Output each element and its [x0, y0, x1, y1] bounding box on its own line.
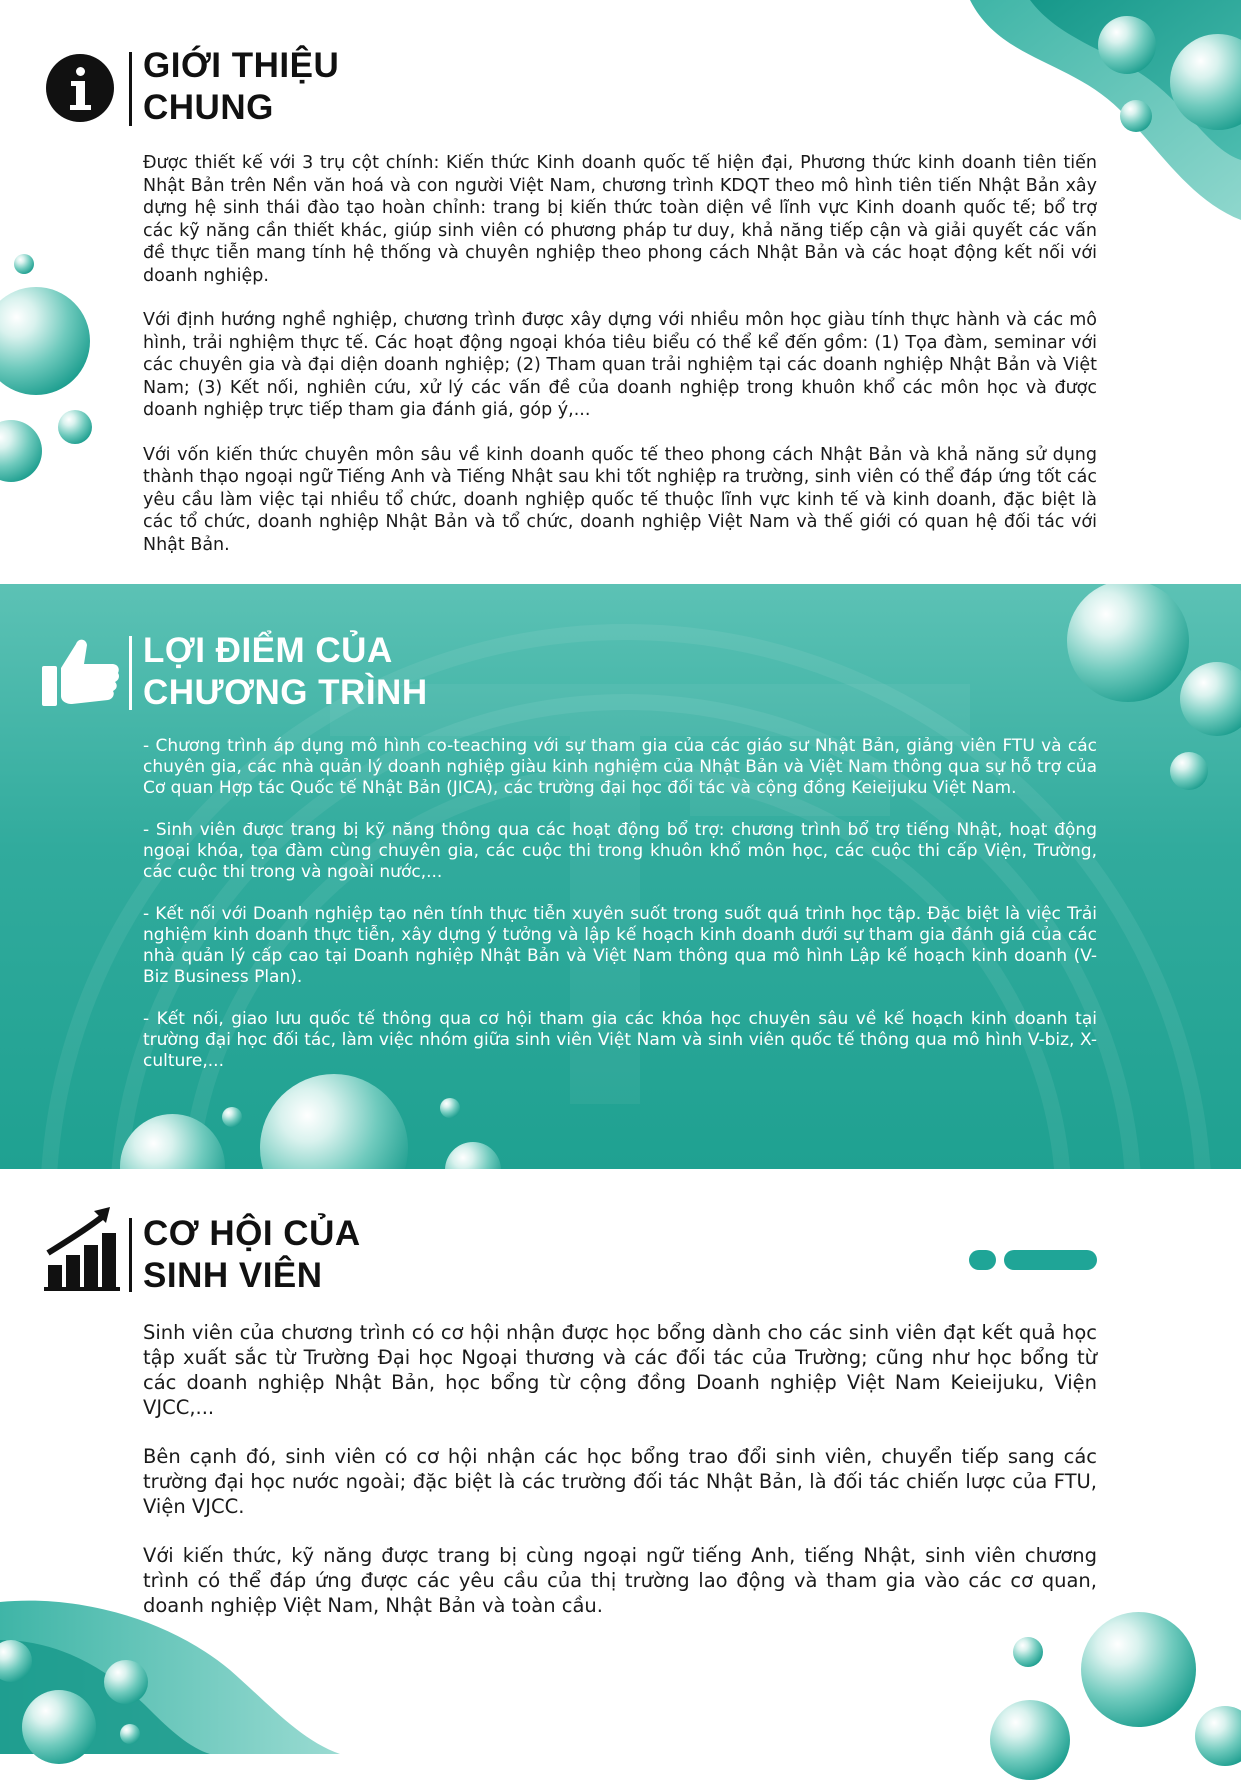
bubble-decoration — [14, 254, 34, 274]
section-title-line: CHUNG — [143, 88, 274, 127]
paragraph: Sinh viên của chương trình có cơ hội nhận được học bổng dành cho các sinh viên đạt kết quả học tập xuất sắc từ Trường Đại học Ngoại thương và các đối tác của Trường; cũng như học bổng từ các doanh nghiệp Nhật Bản, học bổng từ cộng đồng Doanh nghiệp Việt Nam Keieijuku, Viện VJCC,... — [143, 1321, 1097, 1419]
bubble-decoration — [58, 410, 92, 444]
bubble-decoration — [22, 1690, 96, 1764]
bubble-decoration — [1195, 1706, 1241, 1766]
paragraph: - Sinh viên được trang bị kỹ năng thông qua các hoạt động bổ trợ: chương trình bổ trợ tiếng Nhật, hoạt động ngoại khóa, tọa đàm cùng chuyên gia, các cuộc thi trong khuôn khổ môn học, các cuộc thi cấp Viện, Trường, các cuộc thi trong và ngoài nước,... — [143, 820, 1097, 882]
bubble-decoration — [440, 1098, 460, 1118]
bubble-decoration — [0, 287, 90, 395]
bubble-decoration — [1180, 662, 1241, 736]
intro-body — [143, 152, 1097, 578]
title-divider — [129, 1218, 132, 1292]
bubble-decoration — [1081, 1612, 1196, 1727]
growth-chart-icon — [44, 1205, 120, 1291]
section-title-line: GIỚI THIỆU — [143, 46, 340, 85]
paragraph: - Kết nối, giao lưu quốc tế thông qua cơ hội tham gia các khóa học chuyên sâu về kế hoạch kinh doanh tại trường đại học đối tác, làm việc nhóm giữa sinh viên Việt Nam và sinh viên quốc tế thông qua mô hình V-biz, X-culture,... — [143, 1009, 1097, 1071]
bubble-decoration — [1013, 1637, 1043, 1667]
section-title-line: CƠ HỘI CỦA — [143, 1214, 361, 1253]
paragraph: - Chương trình áp dụng mô hình co-teaching với sự tham gia của các giáo sư Nhật Bản, giảng viên FTU và các chuyên gia, các nhà quản lý doanh nghiệp giàu kinh nghiệm của Nhật Bản và Việt Nam thông qua sự hỗ trợ của Cơ quan Hợp tác Quốc tế Nhật Bản (JICA), các trường đại học đối tác và cộng đồng Keieijuku Việt Nam. — [143, 736, 1097, 798]
paragraph: Được thiết kế với 3 trụ cột chính: Kiến thức Kinh doanh quốc tế hiện đại, Phương thức kinh doanh tiên tiến Nhật Bản trên Nền văn hoá và con người Việt Nam, chương trình KDQT theo mô hình tiên tiến Nhật Bản xây dựng hệ sinh thái đào tạo hoàn chỉnh: trang bị kiến thức toàn diện về lĩnh vực Kinh doanh quốc tế; bổ trợ các kỹ năng cần thiết khác, giúp sinh viên có phương pháp tư duy, khả năng tiếp cận và giải quyết các vấn đề thực tiễn mang tính hệ thống và chuyên nghiệp theo phong cách Nhật Bản và các hoạt động kết nối với doanh nghiệp. — [143, 153, 1097, 286]
info-icon — [46, 54, 114, 122]
paragraph: Bên cạnh đó, sinh viên có cơ hội nhận các học bổng trao đổi sinh viên, chuyển tiếp sang các trường đại học nước ngoài; đặc biệt là các trường đối tác Nhật Bản, là đối tác chiến lược của FTU, Viện VJCC. — [143, 1445, 1097, 1518]
bubble-decoration — [222, 1107, 242, 1127]
bubble-decoration — [0, 420, 42, 482]
section-title-opportunities — [143, 1213, 361, 1297]
section-title-intro — [143, 45, 339, 129]
section-title-line: CHƯƠNG TRÌNH — [143, 673, 428, 712]
title-divider — [129, 52, 132, 126]
paragraph: - Kết nối với Doanh nghiệp tạo nên tính thực tiễn xuyên suốt trong suốt quá trình học tập. Đặc biệt là việc Trải nghiệm kinh doanh thực tiễn, xây dựng ý tưởng và lập kế hoạch kinh doanh dưới sự tham gia đánh giá của các nhà quản lý cấp cao tại Doanh nghiệp Nhật Bản và Việt Nam thông qua mô hình Lập kế hoạch kinh doanh (V-Biz Business Plan). — [143, 904, 1097, 987]
section-title-line: LỢI ĐIỂM CỦA — [143, 631, 393, 670]
bubble-decoration — [1170, 752, 1208, 790]
bubble-decoration — [1067, 584, 1189, 702]
bubble-decoration — [990, 1700, 1070, 1780]
benefits-body — [143, 736, 1097, 1093]
paragraph: Với kiến thức, kỹ năng được trang bị cùng ngoại ngữ tiếng Anh, tiếng Nhật, sinh viên chương trình có thể đáp ứng được các yêu cầu của thị trường lao động và tham gia vào các cơ quan, doanh nghiệp Việt Nam, Nhật Bản và toàn cầu. — [143, 1544, 1097, 1617]
opportunities-body — [143, 1320, 1097, 1642]
bubble-decoration — [1120, 100, 1152, 132]
title-divider — [129, 636, 132, 710]
paragraph: Với định hướng nghề nghiệp, chương trình được xây dựng với nhiều môn học giàu tính thực hành và các mô hình, trải nghiệm thực tế. Các hoạt động ngoại khóa tiêu biểu có thể kể đến gồm: (1) Tọa đàm, seminar với các chuyên gia và đại diện doanh nghiệp; (2) Tham quan trải nghiệm tại các doanh nghiệp Nhật Bản và Việt Nam; (3) Kết nối, nghiên cứu, xử lý các vấn đề của doanh nghiệp trong khuôn khổ các môn học và được doanh nghiệp trực tiếp tham gia đánh giá, góp ý,... — [143, 310, 1097, 420]
bubble-decoration — [104, 1660, 148, 1704]
bubble-decoration — [1098, 16, 1156, 74]
section-title-benefits — [143, 630, 428, 714]
section-title-line: SINH VIÊN — [143, 1256, 323, 1295]
paragraph: Với vốn kiến thức chuyên môn sâu về kinh doanh quốc tế theo phong cách Nhật Bản và khả năng sử dụng thành thạo ngoại ngữ Tiếng Anh và Tiếng Nhật sau khi tốt nghiệp ra trường, sinh viên có thể đáp ứng tốt các yêu cầu làm việc tại nhiều tổ chức, doanh nghiệp quốc tế thuộc lĩnh vực kinh tế và kinh doanh, đặc biệt là các tổ chức, doanh nghiệp Nhật Bản và tổ chức, doanh nghiệp Việt Nam và thế giới có quan hệ đối tác với Nhật Bản. — [143, 444, 1097, 555]
pill-decoration — [1004, 1250, 1097, 1270]
pill-decoration — [969, 1250, 996, 1270]
bubble-decoration — [120, 1724, 140, 1744]
thumbs-up-icon — [42, 636, 120, 708]
